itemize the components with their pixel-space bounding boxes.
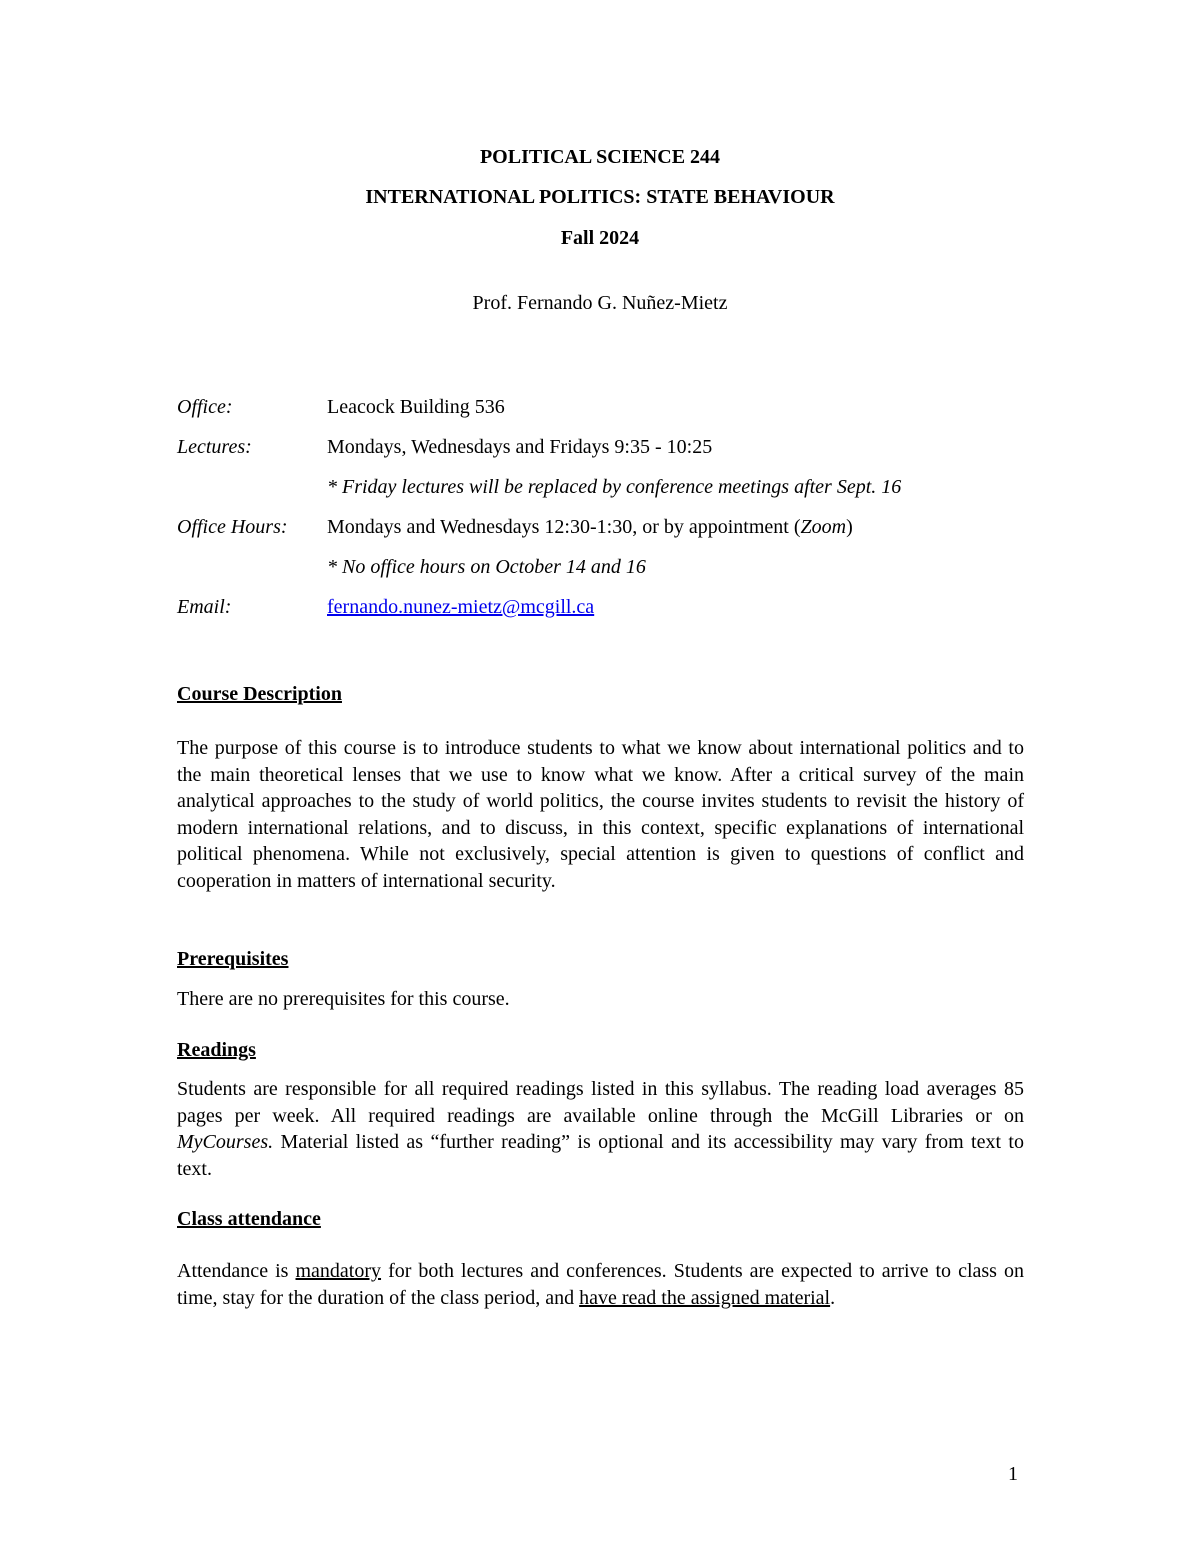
office-hours-text: Mondays and Wednesdays 12:30-1:30, or by appointment ( [327,516,801,538]
attendance-text-part1: Attendance is [177,1260,296,1282]
lectures-label: Lectures: [177,436,252,458]
office-value: Leacock Building 536 [327,396,505,418]
readings-text-part2: Material listed as “further reading” is optional and its accessibility may vary from text to text. [177,1131,1024,1180]
have-read-text: have read the assigned material [579,1286,831,1309]
course-title: INTERNATIONAL POLITICS: STATE BEHAVIOUR [365,186,835,208]
prerequisites-text: There are no prerequisites for this course. [177,988,510,1010]
term: Fall 2024 [560,227,640,249]
professor-name: Prof. Fernando G. Nuñez-Mietz [472,292,728,314]
page-number: 1 [1008,1463,1018,1485]
course-description-heading: Course Description [177,683,342,705]
email-label: Email: [177,596,232,618]
course-code: POLITICAL SCIENCE 244 [479,146,721,168]
course-description-text: The purpose of this course is to introduce students to what we know about international politics and to the main theoretical lenses that we use to know what we know. After a critical survey of the main analytical approaches to the study of world politics, the course invites students to revisit the history of modern international relations, and to discuss, in this context, specific explanations of international political phenomena. While not exclusively, special attention is given to questions of conflict and cooperation in matters of international security. [177,737,1024,892]
readings-text-part1: Students are responsible for all required readings listed in this syllabus. The reading load averages 85 pages per week. All required readings are available online through the McGill Libraries or on [177,1078,1024,1127]
readings-heading: Readings [177,1039,256,1061]
attendance-text-part2: for both lectures and conferences. Students are expected to arrive to class on time, stay for the duration of the class period, and [177,1260,1024,1309]
readings-text [177,1076,1024,1182]
zoom-text: Zoom [800,516,847,538]
mycourses-text: MyCourses. [177,1131,274,1153]
lectures-note: * Friday lectures will be replaced by conference meetings after Sept. 16 [327,476,902,498]
mandatory-text: mandatory [295,1260,382,1282]
class-attendance-text [177,1258,1024,1311]
class-attendance-heading: Class attendance [177,1208,321,1230]
office-hours-note: * No office hours on October 14 and 16 [327,556,646,578]
prerequisites-heading: Prerequisites [177,948,289,970]
office-hours-suffix: ) [846,516,853,538]
lectures-value: Mondays, Wednesdays and Fridays 9:35 - 10:25 [327,436,713,458]
email-link[interactable]: fernando.nunez-mietz@mcgill.ca [327,596,595,618]
attendance-text-part3: . [830,1286,836,1309]
office-hours-label: Office Hours: [177,516,288,538]
email-value [327,594,594,620]
office-label: Office: [177,396,233,418]
office-hours-value [327,514,853,540]
